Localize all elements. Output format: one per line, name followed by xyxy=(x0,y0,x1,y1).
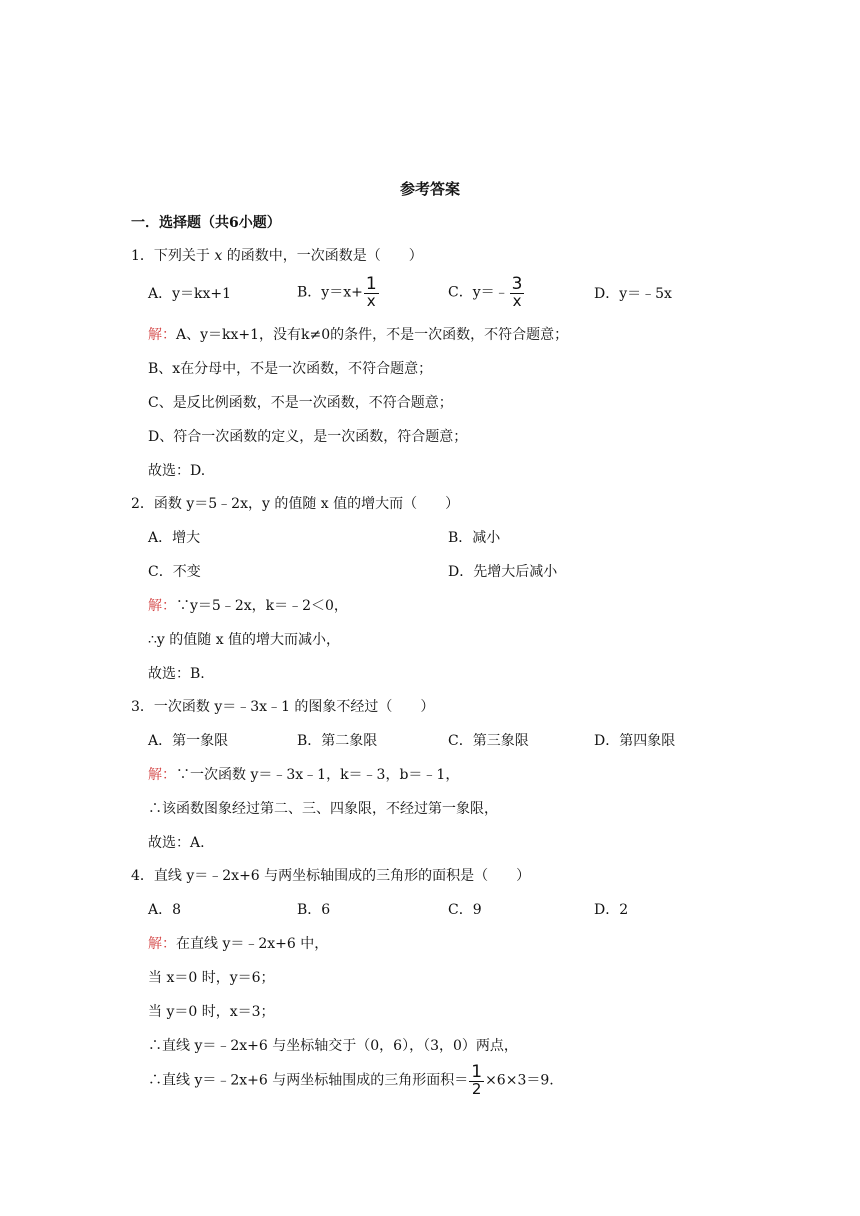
question-2: 2．函数 y＝5﹣2x，y 的值随 x 值的增大而（ ） xyxy=(131,496,460,512)
q4-solution-line-2: 当 x＝0 时，y＝6； xyxy=(148,970,275,986)
q4-option-c: C．9 xyxy=(448,902,482,918)
question-1-stem-a: 1．下列关于 xyxy=(131,248,215,264)
q4-solution-line-4: ∴直线 y＝﹣2x+6 与坐标轴交于（0，6），（3，0）两点， xyxy=(148,1038,518,1054)
q1-solution-line-4: D、符合一次函数的定义，是一次函数，符合题意； xyxy=(148,429,468,445)
q3-option-a: A．第一象限 xyxy=(148,733,229,749)
q1-option-c-prefix: C．y＝﹣ xyxy=(448,284,509,301)
q2-option-d: D．先增大后减小 xyxy=(448,564,558,580)
q1-option-b-fraction xyxy=(364,276,379,309)
q3-option-b: B．第二象限 xyxy=(297,733,378,749)
q3-solution-line-3: 故选：A. xyxy=(148,835,205,851)
q2-option-a: A．增大 xyxy=(148,530,201,546)
q3-option-c: C．第三象限 xyxy=(448,733,529,749)
q1-option-b-prefix: B．y＝x+ xyxy=(297,284,363,301)
q4-solution-line-5 xyxy=(148,1064,554,1097)
q1-solution-line-1 xyxy=(148,325,568,345)
q2-option-c: C．不变 xyxy=(148,564,201,580)
question-1 xyxy=(131,246,423,266)
q2-solution-line-3: 故选：B. xyxy=(148,666,205,682)
q1-solution-line-5: 故选：D. xyxy=(148,463,206,479)
section-heading: 一．选择题（共6小题） xyxy=(131,215,281,231)
q4-solution-text-5-post: ×6×3＝9. xyxy=(485,1072,554,1089)
q1-solution-line-3: C、是反比例函数，不是一次函数，不符合题意； xyxy=(148,395,453,411)
q4-solution-line-1 xyxy=(148,934,328,954)
q1-option-b-numerator: 1 xyxy=(365,274,377,294)
q1-option-c xyxy=(448,276,525,309)
q1-solution-line-2: B、x在分母中，不是一次函数，不符合题意； xyxy=(148,361,433,377)
q3-solution-text-1: ∵一次函数 y＝﹣3x﹣1，k＝﹣3，b＝﹣1， xyxy=(176,767,460,783)
q1-option-c-numerator: 3 xyxy=(511,274,523,294)
q3-solution-line-2: ∴该函数图象经过第二、三、四象限，不经过第一象限， xyxy=(148,801,498,817)
q1-option-d: D．y＝﹣5x xyxy=(594,286,672,302)
q2-solution-text-1: ∵y＝5﹣2x，k＝﹣2＜0， xyxy=(176,598,348,614)
question-1-stem-b: 的函数中，一次函数是（ ） xyxy=(222,248,423,264)
q4-solution-text-5-pre: ∴直线 y＝﹣2x+6 与两坐标轴围成的三角形面积＝ xyxy=(148,1072,469,1089)
q1-solution-text-1: A、y＝kx+1，没有k≠0的条件，不是一次函数，不符合题意； xyxy=(176,327,569,343)
q1-option-a: A．y＝kx+1 xyxy=(148,286,232,302)
solution-label: 解： xyxy=(148,936,176,952)
q2-solution-line-1 xyxy=(148,596,348,616)
solution-label: 解： xyxy=(148,767,176,783)
q4-fraction-denominator: 2 xyxy=(469,1081,484,1097)
q3-solution-line-1 xyxy=(148,765,459,785)
q4-option-d: D．2 xyxy=(594,902,629,918)
q1-option-b xyxy=(297,276,380,309)
q2-option-b: B．减小 xyxy=(448,530,501,546)
q4-solution-text-1: 在直线 y＝﹣2x+6 中， xyxy=(176,936,329,952)
q1-option-c-denominator: x xyxy=(510,293,525,309)
q4-option-b: B．6 xyxy=(297,902,331,918)
question-1-stem-x: x xyxy=(214,248,223,264)
page-title: 参考答案 xyxy=(399,180,460,198)
solution-label: 解： xyxy=(148,327,176,343)
q4-solution-line-3: 当 y＝0 时，x＝3； xyxy=(148,1004,275,1020)
q1-option-b-denominator: x xyxy=(364,293,379,309)
q4-solution-fraction xyxy=(469,1064,484,1097)
q2-solution-line-2: ∴y 的值随 x 值的增大而减小， xyxy=(148,632,341,648)
question-3: 3．一次函数 y＝﹣3x﹣1 的图象不经过（ ） xyxy=(131,699,435,715)
solution-label: 解： xyxy=(148,598,176,614)
q4-option-a: A．8 xyxy=(148,902,182,918)
q1-option-c-fraction xyxy=(510,276,525,309)
q3-option-d: D．第四象限 xyxy=(594,733,676,749)
q4-fraction-numerator: 1 xyxy=(471,1062,483,1082)
question-4: 4．直线 y＝﹣2x+6 与两坐标轴围成的三角形的面积是（ ） xyxy=(131,868,531,884)
